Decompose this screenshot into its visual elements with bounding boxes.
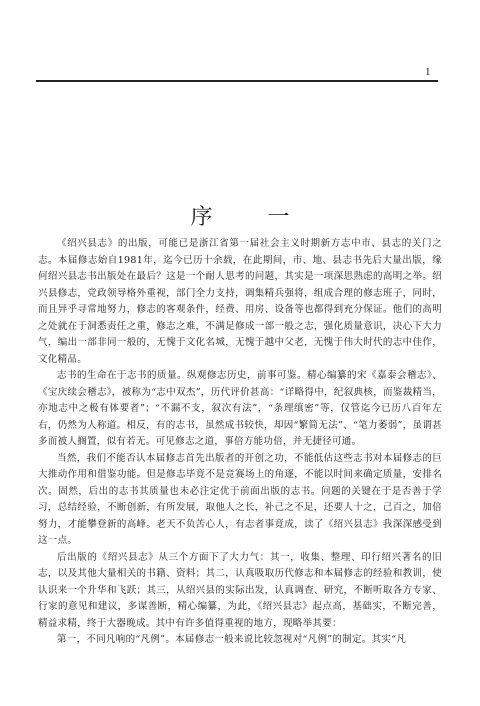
paragraph: 后出版的《绍兴县志》从三个方面下了大力气：其一，收集、整理、印行绍兴著名的旧志，以及其他大量相关的书籍、资料；其二，认真吸取历代修志和本届修志的经验和教训，使认识来一个升华和飞跃；其三，从绍兴县的实际出发，认真调查、研究，不断听取各方专家、行家的意见和建议，多谋善断，精心编纂，为此，《绍兴县志》起点高，基础实，不断完善，精益求精，终于大器晚成。其中有许多值得重视的地方，现略举其要： bbox=[38, 551, 442, 629]
page-number: 1 bbox=[425, 66, 431, 78]
paragraph: 第一，不同凡响的“凡例”。本届修志一般来说比较忽视对“凡例”的制定。其实“凡 bbox=[57, 634, 407, 645]
paragraph: 志书的生命在于志书的质量。纵观修志历史，前事可鉴。精心编纂的宋《嘉泰会稽志》、《宝庆续会稽志》，被称为“志中双杰”，历代评价甚高：“详略得中，纪叙典核，而鉴裁精当，亦地志中之极有体要者”；“不漏不支，叙次有法”，“条理缜密”等，仅管迄今已历八百年左右，仍然为人称道。相反，有的志书，虽然成书较快，却因“繁简无法”、“笔力萎弱”，虽谓甚多而被人搁置，似有若无。可见修志之道，事倍方能功倍，并无捷径可通。 bbox=[38, 370, 442, 447]
paragraph: 《绍兴县志》的出版，可能已是浙江省第一届社会主义时期新方志中市、县志的关门之志。本届修志始自1981年，迄今已历十余载，在此期间，市、地、县志书先后大量出版，缘何绍兴县志书出版处在最后？这是一个耐人思考的问题，其实是一项深思熟虑的高明之举。绍兴县修志，党政领导格外重视，部门全力支持，调集精兵强将，组成合理的修志班子，同时，而且异乎寻常地努力，修志的客观条件，经费、用房、设备等也都得到充分保证。他们的高明之处就在于洞悉责任之重，修志之难，不满足修成一部一般之志，强化质量意识，决心下大力气，编出一部非同一般的，无愧于文化名城，无愧于越中父老，无愧于伟大时代的志中佳作，文化精品。 bbox=[38, 238, 442, 365]
body-text bbox=[38, 236, 442, 649]
page-title: 序 一 bbox=[190, 205, 314, 230]
paragraph: 当然，我们不能否认本届修志首先出版者的开创之功，不能低估这些志书对本届修志的巨大推动作用和借鉴功能。但是修志毕竟不是竞赛场上的角逐，不能以时间来确定质量，安排名次。固然，后出的志书其质量也未必注定优于前面出版的志书。问题的关键在于是否善于学习，总结经验，不断创新，有所发展，取他人之长，补己之不足，还要人十之，己百之，加倍努力，才能攀登新的高峰。老天不负苦心人，有志者事竟成，读了《绍兴县志》我深深感受到这一点。 bbox=[38, 452, 442, 546]
header-rule bbox=[36, 80, 438, 82]
